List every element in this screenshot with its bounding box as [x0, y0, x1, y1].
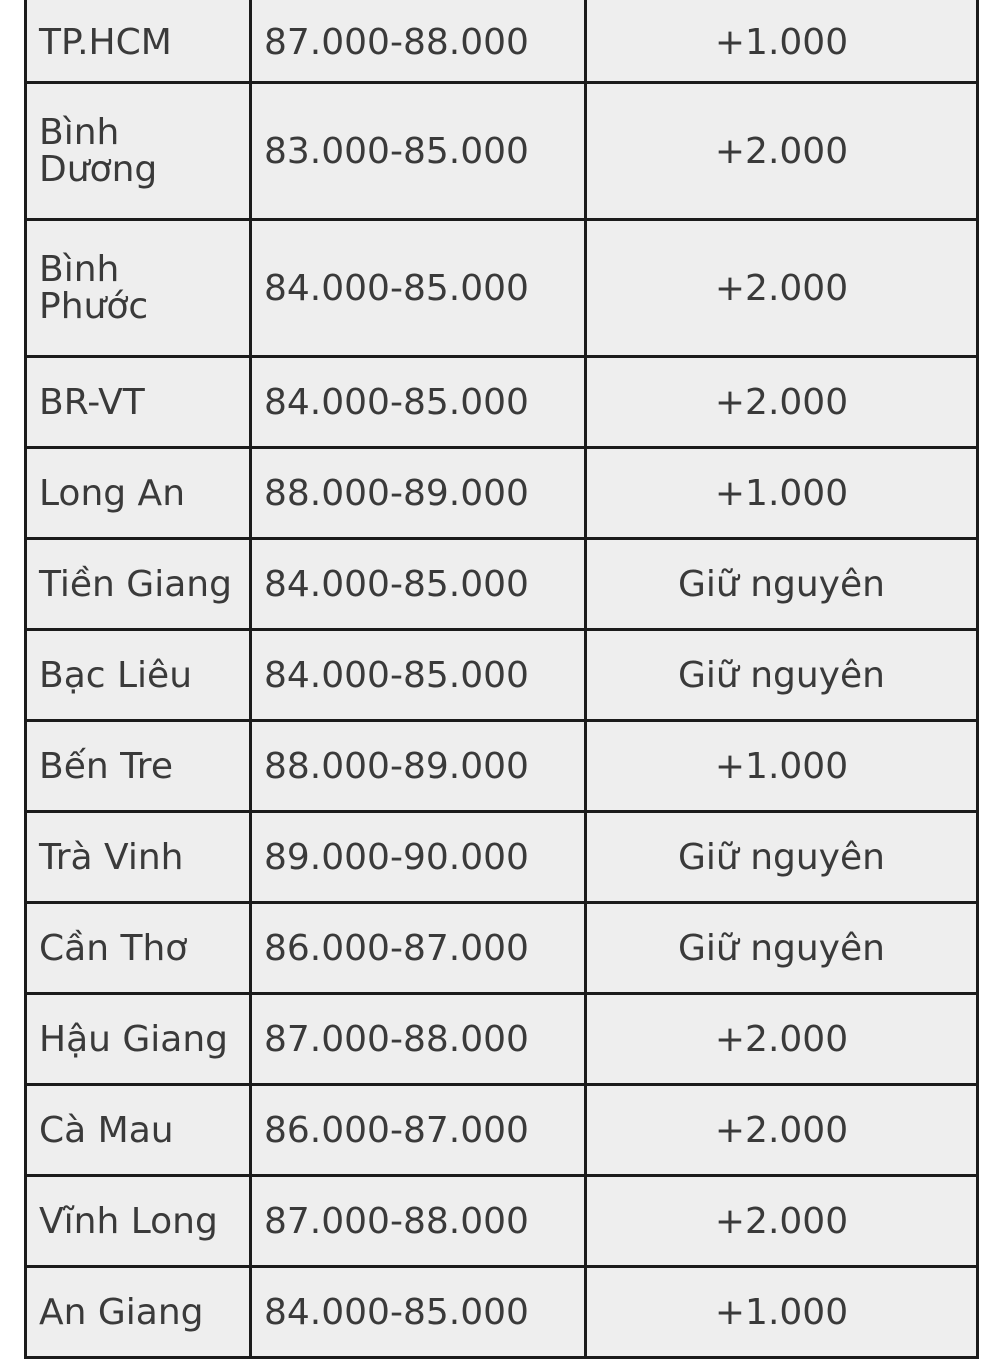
province-cell: Tiền Giang	[26, 539, 251, 630]
price-cell: 87.000-88.000	[251, 994, 586, 1085]
province-cell: Vĩnh Long	[26, 1176, 251, 1267]
price-cell: 89.000-90.000	[251, 812, 586, 903]
province-cell: Trà Vinh	[26, 812, 251, 903]
province-cell: An Giang	[26, 1267, 251, 1358]
change-cell: +2.000	[586, 994, 978, 1085]
change-cell: Giữ nguyên	[586, 903, 978, 994]
change-cell: Giữ nguyên	[586, 630, 978, 721]
table-row	[26, 994, 978, 1085]
price-cell: 84.000-85.000	[251, 1267, 586, 1358]
change-cell: +2.000	[586, 83, 978, 220]
change-cell: Giữ nguyên	[586, 539, 978, 630]
change-cell: +1.000	[586, 448, 978, 539]
change-cell: +2.000	[586, 220, 978, 357]
price-cell: 87.000-88.000	[251, 0, 586, 83]
province-cell: TP.HCM	[26, 0, 251, 83]
province-cell: Bạc Liêu	[26, 630, 251, 721]
price-cell: 84.000-85.000	[251, 357, 586, 448]
table-row	[26, 1085, 978, 1176]
change-cell: +1.000	[586, 0, 978, 83]
table-row	[26, 220, 978, 357]
price-cell: 87.000-88.000	[251, 1176, 586, 1267]
table-row	[26, 812, 978, 903]
province-cell: Bình Phước	[26, 220, 251, 357]
table-row	[26, 448, 978, 539]
table-row	[26, 1267, 978, 1358]
price-cell: 84.000-85.000	[251, 539, 586, 630]
change-cell: +2.000	[586, 357, 978, 448]
price-cell: 84.000-85.000	[251, 630, 586, 721]
change-cell: Giữ nguyên	[586, 812, 978, 903]
province-cell: Bình Dương	[26, 83, 251, 220]
price-cell: 88.000-89.000	[251, 721, 586, 812]
table-row	[26, 903, 978, 994]
province-cell: Hậu Giang	[26, 994, 251, 1085]
table-row	[26, 1176, 978, 1267]
change-cell: +2.000	[586, 1085, 978, 1176]
price-cell: 88.000-89.000	[251, 448, 586, 539]
price-table	[24, 0, 979, 1359]
table-row	[26, 721, 978, 812]
province-cell: Cà Mau	[26, 1085, 251, 1176]
province-cell: Long An	[26, 448, 251, 539]
table-row	[26, 0, 978, 83]
province-cell: BR-VT	[26, 357, 251, 448]
price-cell: 86.000-87.000	[251, 903, 586, 994]
change-cell: +1.000	[586, 721, 978, 812]
price-cell: 84.000-85.000	[251, 220, 586, 357]
province-cell: Cần Thơ	[26, 903, 251, 994]
table-row	[26, 630, 978, 721]
change-cell: +2.000	[586, 1176, 978, 1267]
price-cell: 86.000-87.000	[251, 1085, 586, 1176]
change-cell: +1.000	[586, 1267, 978, 1358]
table-row	[26, 357, 978, 448]
table-row	[26, 539, 978, 630]
province-cell: Bến Tre	[26, 721, 251, 812]
table-row	[26, 83, 978, 220]
price-cell: 83.000-85.000	[251, 83, 586, 220]
